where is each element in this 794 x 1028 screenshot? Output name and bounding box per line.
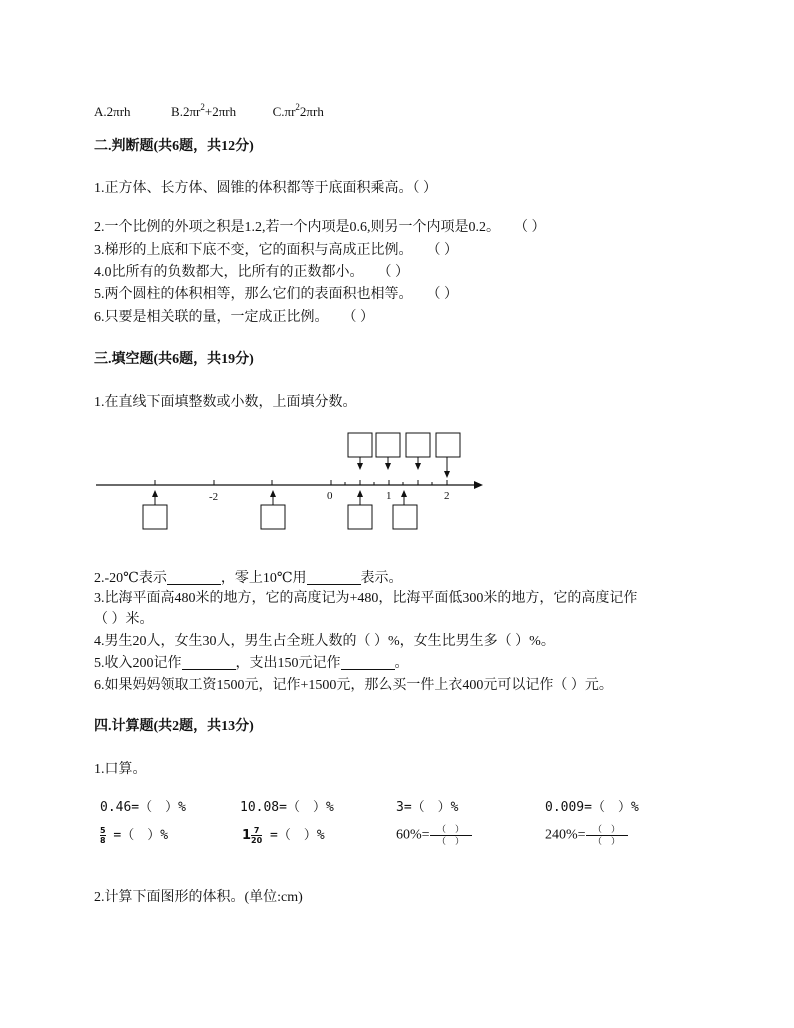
calc-r2-c1: $\frac{5}{8}$ =（ ）% bbox=[100, 826, 169, 845]
tick-label-neg2: -2 bbox=[209, 491, 219, 503]
judge-item-5: 5.两个圆柱的体积相等，那么它们的表面积也相等。 （ ） bbox=[94, 287, 458, 302]
calc-q1: 1.口算。 bbox=[94, 762, 147, 777]
number-line-arrowhead bbox=[474, 481, 483, 489]
calc-r1-c3: 3=（ ）% bbox=[396, 800, 459, 815]
calc-r2-c4: 240%= （ ） （ ） bbox=[545, 824, 628, 847]
calc-r1-c4: 0.009=（ ）% bbox=[545, 800, 639, 815]
lower-arrowheads bbox=[152, 490, 407, 497]
calc-r2-c2: 1 $\frac{7}{20}$ =（ ）% bbox=[242, 826, 325, 845]
judge-item-1: 1.正方体、长方体、圆锥的体积都等于底面积乘高。（ ） bbox=[94, 181, 437, 196]
judge-item-4: 4.0比所有的负数都大，比所有的正数都小。 （ ） bbox=[94, 265, 409, 280]
upper-box-1 bbox=[348, 433, 372, 457]
judge-item-2: 2.一个比例的外项之积是1.2,若一个内项是0.6,则另一个内项是0.2。 （ ） bbox=[94, 220, 546, 235]
blank-q2-2[interactable] bbox=[307, 570, 361, 585]
fill-q3-line2: （ ）米。 bbox=[94, 612, 154, 627]
fill-q2: 2.-20℃表示 ，零上10℃用 表示。 bbox=[94, 571, 403, 586]
judge-item-3: 3.梯形的上底和下底不变，它的面积与高成正比例。 （ ） bbox=[94, 243, 458, 258]
calc-r2-c3: 60%= （ ） （ ） bbox=[396, 824, 472, 847]
section-4-title: 四.计算题(共2题，共13分) bbox=[94, 719, 254, 734]
fill-q3-line1: 3.比海平面高480米的地方，它的高度记为+480，比海平面低300米的地方，它的高度记作 bbox=[94, 591, 638, 606]
blank-q5-1[interactable] bbox=[182, 655, 236, 670]
number-line-ticks bbox=[155, 480, 447, 485]
upper-box-3 bbox=[406, 433, 430, 457]
calc-q2: 2.计算下面图形的体积。(单位:cm) bbox=[94, 890, 303, 905]
upper-box-2 bbox=[376, 433, 400, 457]
lower-box-3 bbox=[348, 505, 372, 529]
paren-fraction-1: （ ） （ ） bbox=[430, 824, 472, 847]
section-2-title: 二.判断题(共6题，共12分) bbox=[94, 139, 254, 154]
upper-arrowheads bbox=[357, 463, 450, 478]
fill-q4: 4.男生20人，女生30人，男生占全班人数的（ ）%，女生比男生多（ ）%。 bbox=[94, 634, 555, 649]
section-3-title: 三.填空题(共6题，共19分) bbox=[94, 352, 254, 367]
lower-box-4 bbox=[393, 505, 417, 529]
blank-q5-2[interactable] bbox=[341, 655, 395, 670]
option-a: A.2πrh bbox=[94, 104, 131, 119]
fill-q5: 5.收入200记作 ，支出150元记作 。 bbox=[94, 656, 409, 671]
lower-answer-boxes bbox=[143, 497, 417, 529]
tick-label-0: 0 bbox=[327, 490, 333, 502]
fraction-7-20: $\frac{7}{20}$ bbox=[251, 826, 263, 845]
blank-q2-1[interactable] bbox=[167, 570, 221, 585]
tick-label-2: 2 bbox=[444, 490, 450, 502]
option-b: $B.2\pi r^2+2\pi rh$ bbox=[171, 102, 237, 119]
option-c: $C.\pi r^22\pi rh$ bbox=[272, 102, 324, 119]
upper-answer-boxes bbox=[348, 433, 460, 472]
lower-box-1 bbox=[143, 505, 167, 529]
fill-q1: 1.在直线下面填整数或小数，上面填分数。 bbox=[94, 395, 357, 410]
fill-q6: 6.如果妈妈领取工资1500元，记作+1500元，那么买一件上衣400元可以记作（ ）元。 bbox=[94, 678, 613, 693]
tick-label-1: 1 bbox=[386, 490, 392, 502]
calc-r1-c2: 10.08=（ ）% bbox=[240, 800, 334, 815]
lower-box-2 bbox=[261, 505, 285, 529]
calc-r1-c1: 0.46=（ ）% bbox=[100, 800, 186, 815]
paren-fraction-2: （ ） （ ） bbox=[586, 824, 628, 847]
judge-item-6: 6.只要是相关联的量，一定成正比例。 （ ） bbox=[94, 310, 374, 325]
upper-box-4 bbox=[436, 433, 460, 457]
fraction-5-8: $\frac{5}{8}$ bbox=[100, 826, 106, 845]
